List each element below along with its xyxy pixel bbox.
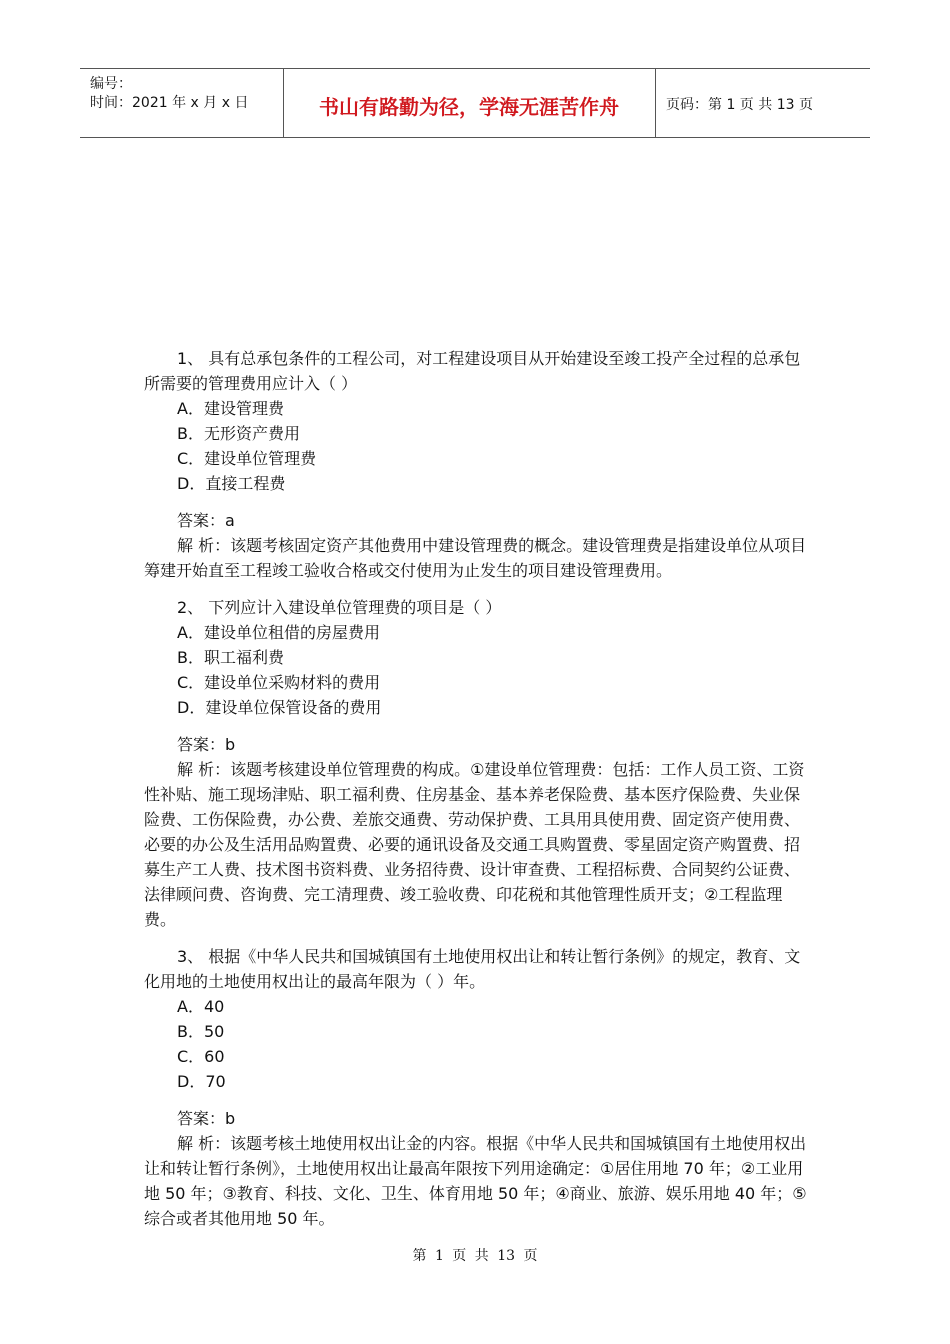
document-time-label: 时间：2021 年 x 月 x 日 bbox=[90, 95, 249, 111]
option-a: A．建设单位租借的房屋费用 bbox=[177, 623, 380, 642]
explanation: 解 析：该题考核土地使用权出让金的内容。根据《中华人民共和国城镇国有土地使用权出让和转让暂行条例》，土地使用权出让最高年限按下列用途确定：①居住用地 70 年；②工业用地 50 年；③教育、科技、文化、卫生、体育用地 50 年；④商业、旅游、娱乐用地 40 年；⑤综合或者其他用地 50 年。 bbox=[144, 1134, 807, 1228]
header-meta-cell bbox=[80, 69, 284, 137]
document-header bbox=[80, 68, 870, 138]
option-c: C．建设单位采购材料的费用 bbox=[177, 673, 381, 692]
option-d: D．直接工程费 bbox=[177, 474, 286, 493]
header-page-cell bbox=[656, 69, 870, 137]
explanation: 解 析：该题考核建设单位管理费的构成。①建设单位管理费：包括：工作人员工资、工资性补贴、施工现场津贴、职工福利费、住房基金、基本养老保险费、基本医疗保险费、失业保险费、工伤保险费，办公费、差旅交通费、劳动保护费、工具用具使用费、固定资产使用费、必要的办公及生活用品购置费、必要的通讯设备及交通工具购置费、零星固定资产购置费、招募生产工人费、技术图书资料费、业务招待费、设计审查费、工程招标费、合同契约公证费、法律顾问费、咨询费、完工清理费、竣工验收费、印花税和其他管理性质开支；②工程监理费。 bbox=[144, 760, 805, 929]
option-b: B．职工福利费 bbox=[177, 648, 284, 667]
option-b: B．无形资产费用 bbox=[177, 424, 300, 443]
explanation: 解 析：该题考核固定资产其他费用中建设管理费的概念。建设管理费是指建设单位从项目筹建开始直至工程竣工验收合格或交付使用为止发生的项目建设管理费用。 bbox=[144, 536, 807, 580]
option-a: A．40 bbox=[177, 997, 225, 1016]
header-page-info: 页码：第 1 页 共 13 页 bbox=[666, 97, 813, 113]
answer-line: 答案：a bbox=[177, 511, 235, 530]
option-d: D．70 bbox=[177, 1072, 226, 1091]
question-stem: 3、 根据《中华人民共和国城镇国有土地使用权出让和转让暂行条例》的规定，教育、文化用地的土地使用权出让的最高年限为（ ）年。 bbox=[144, 947, 801, 991]
page-footer: 第 1 页 共 13 页 bbox=[412, 1248, 538, 1264]
header-motto: 书山有路勤为径，学海无涯苦作舟 bbox=[319, 95, 619, 119]
answer-line: 答案：b bbox=[177, 1109, 236, 1128]
option-c: C．60 bbox=[177, 1047, 225, 1066]
header-motto-cell bbox=[283, 69, 656, 137]
document-number-label: 编号： bbox=[90, 76, 132, 92]
question-stem: 2、 下列应计入建设单位管理费的项目是（ ） bbox=[177, 598, 502, 617]
option-a: A．建设管理费 bbox=[177, 399, 284, 418]
option-c: C．建设单位管理费 bbox=[177, 449, 317, 468]
question-stem: 1、 具有总承包条件的工程公司，对工程建设项目从开始建设至竣工投产全过程的总承包所需要的管理费用应计入（ ） bbox=[144, 349, 801, 393]
option-b: B．50 bbox=[177, 1022, 225, 1041]
option-d: D．建设单位保管设备的费用 bbox=[177, 698, 382, 717]
question-content bbox=[144, 346, 808, 1231]
answer-line: 答案：b bbox=[177, 735, 236, 754]
